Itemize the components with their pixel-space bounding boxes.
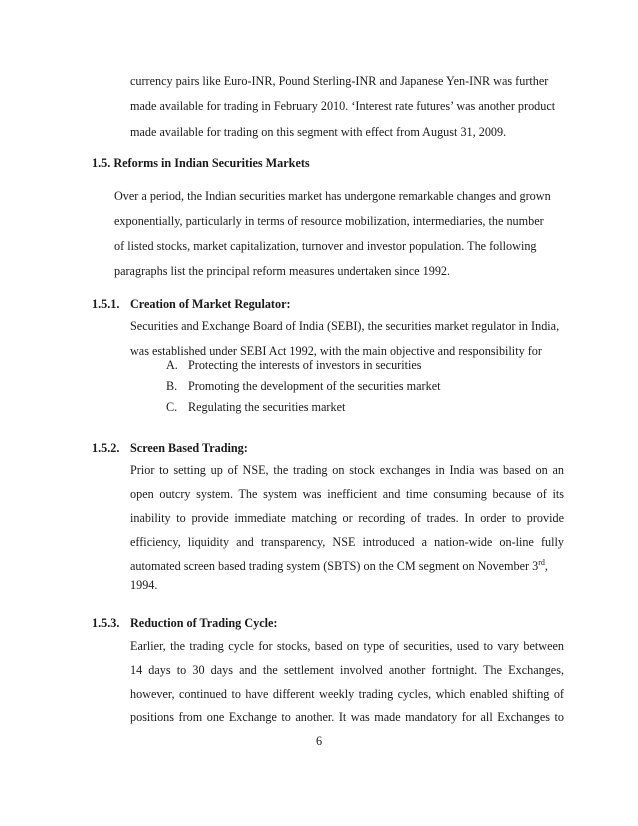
list-marker-a: A. (166, 358, 178, 372)
sub2-line-1: Prior to setting up of NSE, the trading on stock exchanges in India was based on an (130, 463, 564, 477)
sub3-line-2: 14 days to 30 days and the settlement involved another fortnight. The Exchanges, (130, 663, 564, 677)
list-item-b: Promoting the development of the securities market (188, 379, 441, 393)
intro-line-2: made available for trading in February 2010. ‘Interest rate futures’ was another product (130, 99, 556, 113)
sub2-line-6: 1994. (130, 578, 158, 592)
sub2-line-2: open outcry system. The system was inefficient and time consuming because of its (130, 487, 564, 501)
sub2-line-5: automated screen based trading system (SBTS) on the CM segment on November 3rd, (130, 557, 548, 573)
section-heading: 1.5. Reforms in Indian Securities Markets (92, 156, 310, 170)
list-item-a: Protecting the interests of investors in securities (188, 358, 422, 372)
section-line-3: of listed stocks, market capitalization, turnover and investor population. The following (114, 239, 537, 253)
ordinal-suffix: rd (538, 557, 545, 567)
sub1-line-2: was established under SEBI Act 1992, with the main objective and responsibility for (130, 344, 542, 358)
sub3-number: 1.5.3. (92, 616, 120, 630)
section-line-2: exponentially, particularly in terms of resource mobilization, intermediaries, the number (114, 214, 544, 228)
sub3-line-4: positions from one Exchange to another. It was made mandatory for all Exchanges to (130, 710, 564, 724)
section-line-4: paragraphs list the principal reform measures undertaken since 1992. (114, 264, 451, 278)
sub2-line-3: inability to provide immediate matching or recording of trades. In order to provide (130, 511, 564, 525)
list-marker-c: C. (166, 400, 178, 414)
page-number: 6 (316, 734, 323, 748)
sub1-title: Creation of Market Regulator: (130, 297, 291, 311)
sub2-title: Screen Based Trading: (130, 441, 248, 455)
sub3-line-1: Earlier, the trading cycle for stocks, based on type of securities, used to vary between (130, 639, 564, 653)
intro-line-3: made available for trading on this segment with effect from August 31, 2009. (130, 125, 507, 139)
section-line-1: Over a period, the Indian securities market has undergone remarkable changes and grown (114, 189, 551, 203)
intro-line-1: currency pairs like Euro-INR, Pound Sterling-INR and Japanese Yen-INR was further (130, 74, 549, 88)
sub3-line-3: however, continued to have different weekly trading cycles, which enabled shifting of (130, 687, 564, 701)
sub2-line-4: efficiency, liquidity and transparency, NSE introduced a nation-wide on-line fully (130, 535, 564, 549)
list-marker-b: B. (166, 379, 178, 393)
sub1-number: 1.5.1. (92, 297, 120, 311)
list-item-c: Regulating the securities market (188, 400, 346, 414)
sub2-number: 1.5.2. (92, 441, 120, 455)
sub3-title: Reduction of Trading Cycle: (130, 616, 278, 630)
sub1-line-1: Securities and Exchange Board of India (SEBI), the securities market regulator in India, (130, 319, 560, 333)
